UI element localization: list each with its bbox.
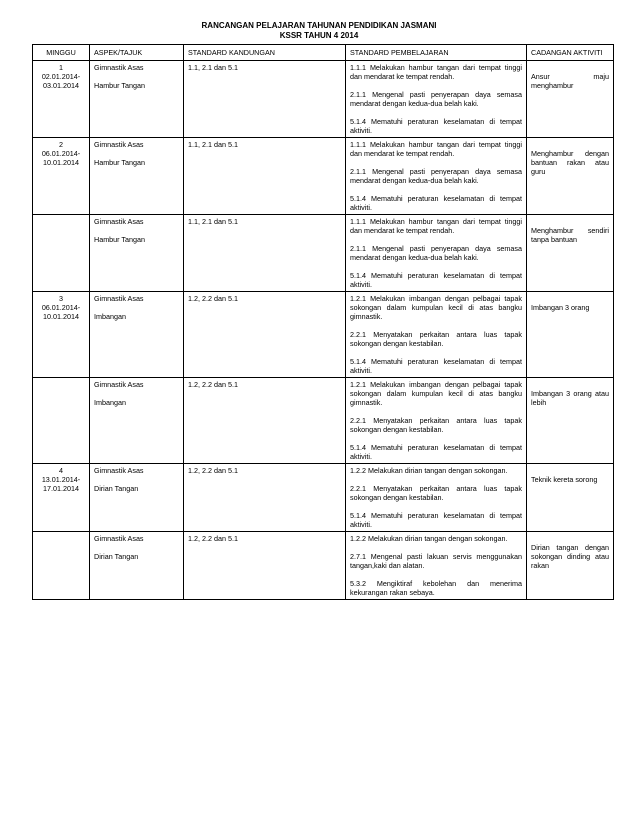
minggu-cell — [33, 532, 90, 600]
header-standard-kandungan: STANDARD KANDUNGAN — [184, 45, 346, 61]
standard-pembelajaran-item: 1.2.2 Melakukan dirian tangan dengan sokongan. — [350, 466, 508, 475]
standard-kandungan-cell: 1.2, 2.2 dan 5.1 — [184, 464, 346, 532]
table-row — [33, 532, 614, 600]
week-number: 1 — [59, 63, 63, 72]
cadangan-aktiviti-cell: Dirian tangan dengan sokongan dinding atau rakan — [527, 532, 614, 600]
standard-pembelajaran-item: 5.1.4 Mematuhi peraturan keselamatan di tempat aktiviti. — [350, 271, 522, 289]
standard-kandungan-cell: 1.2, 2.2 dan 5.1 — [184, 532, 346, 600]
tajuk-text: Imbangan — [94, 312, 126, 321]
standard-pembelajaran-item: 1.2.2 Melakukan dirian tangan dengan sokongan. — [350, 534, 508, 543]
tajuk-text: Dirian Tangan — [94, 552, 139, 561]
table-row — [33, 61, 614, 138]
cadangan-aktiviti-cell: Imbangan 3 orang atau lebih — [527, 378, 614, 464]
header-minggu: MINGGU — [33, 45, 90, 61]
standard-pembelajaran-item: 2.2.1 Menyatakan perkaitan antara luas tapak sokongan dengan kestabilan. — [350, 330, 522, 348]
aspek-tajuk-cell — [90, 464, 184, 532]
week-number: 4 — [59, 466, 63, 475]
standard-pembelajaran-item: 5.1.4 Mematuhi peraturan keselamatan di tempat aktiviti. — [350, 194, 522, 212]
standard-pembelajaran-item: 2.7.1 Mengenal pasti lakuan servis menggunakan tangan,kaki dan alatan. — [350, 552, 522, 570]
aspek-tajuk-cell — [90, 61, 184, 138]
cadangan-aktiviti-cell: Imbangan 3 orang — [527, 292, 614, 378]
week-dates: 02.01.2014- 03.01.2014 — [41, 72, 81, 90]
standard-pembelajaran-item: 2.1.1 Mengenal pasti penyerapan daya semasa mendarat dengan kedua-dua belah kaki. — [350, 244, 522, 262]
standard-pembelajaran-item: 5.1.4 Mematuhi peraturan keselamatan di tempat aktiviti. — [350, 357, 522, 375]
standard-kandungan-cell: 1.1, 2.1 dan 5.1 — [184, 61, 346, 138]
standard-pembelajaran-cell — [346, 292, 527, 378]
header-cadangan-aktiviti: CADANGAN AKTIVITI — [527, 45, 614, 61]
minggu-cell — [33, 292, 90, 378]
standard-pembelajaran-item: 2.1.1 Mengenal pasti penyerapan daya semasa mendarat dengan kedua-dua belah kaki. — [350, 90, 522, 108]
header-row — [33, 45, 614, 61]
standard-pembelajaran-item: 1.1.1 Melakukan hambur tangan dari tempat tinggi dan mendarat ke tempat rendah. — [350, 63, 522, 81]
week-dates: 13.01.2014- 17.01.2014 — [41, 475, 81, 493]
aspek-tajuk-cell — [90, 292, 184, 378]
standard-pembelajaran-cell — [346, 378, 527, 464]
aspek-tajuk-cell — [90, 138, 184, 215]
lesson-plan-table — [32, 44, 614, 600]
aspek-text: Gimnastik Asas — [94, 380, 144, 389]
tajuk-text: Hambur Tangan — [94, 81, 146, 90]
tajuk-text: Imbangan — [94, 398, 126, 407]
aspek-text: Gimnastik Asas — [94, 63, 144, 72]
standard-pembelajaran-item: 2.2.1 Menyatakan perkaitan antara luas tapak sokongan dengan kestabilan. — [350, 416, 522, 434]
cadangan-aktiviti-cell: Ansur maju menghambur — [527, 61, 614, 138]
standard-pembelajaran-item: 1.2.1 Melakukan imbangan dengan pelbagai tapak sokongan dalam kumpulan kecil di atas bangku gimnastik. — [350, 380, 522, 407]
minggu-cell — [33, 215, 90, 292]
tajuk-text: Dirian Tangan — [94, 484, 139, 493]
standard-kandungan-cell: 1.1, 2.1 dan 5.1 — [184, 138, 346, 215]
standard-pembelajaran-item: 1.1.1 Melakukan hambur tangan dari tempat tinggi dan mendarat ke tempat rendah. — [350, 217, 522, 235]
table-row — [33, 138, 614, 215]
standard-pembelajaran-item: 5.1.4 Mematuhi peraturan keselamatan di tempat aktiviti. — [350, 117, 522, 135]
aspek-tajuk-cell — [90, 532, 184, 600]
document-title: RANCANGAN PELAJARAN TAHUNAN PENDIDIKAN JASMANI — [201, 21, 437, 30]
standard-kandungan-cell: 1.1, 2.1 dan 5.1 — [184, 215, 346, 292]
standard-pembelajaran-item: 5.3.2 Mengiktiraf kebolehan dan menerima kekurangan rakan sebaya. — [350, 579, 522, 597]
aspek-tajuk-cell — [90, 215, 184, 292]
aspek-text: Gimnastik Asas — [94, 534, 144, 543]
aspek-text: Gimnastik Asas — [94, 140, 144, 149]
cadangan-aktiviti-cell: Menghambur sendiri tanpa bantuan — [527, 215, 614, 292]
standard-kandungan-cell: 1.2, 2.2 dan 5.1 — [184, 292, 346, 378]
standard-pembelajaran-cell — [346, 215, 527, 292]
standard-pembelajaran-item: 5.1.4 Mematuhi peraturan keselamatan di tempat aktiviti. — [350, 511, 522, 529]
standard-pembelajaran-cell — [346, 464, 527, 532]
table-row — [33, 464, 614, 532]
standard-pembelajaran-item: 1.2.1 Melakukan imbangan dengan pelbagai tapak sokongan dalam kumpulan kecil di atas bangku gimnastik. — [350, 294, 522, 321]
standard-pembelajaran-item: 5.1.4 Mematuhi peraturan keselamatan di tempat aktiviti. — [350, 443, 522, 461]
week-number: 3 — [59, 294, 63, 303]
header-aspek-tajuk: ASPEK/TAJUK — [90, 45, 184, 61]
cadangan-aktiviti-cell: Teknik kereta sorong — [527, 464, 614, 532]
cadangan-aktiviti-cell: Menghambur dengan bantuan rakan atau guru — [527, 138, 614, 215]
standard-kandungan-cell: 1.2, 2.2 dan 5.1 — [184, 378, 346, 464]
table-row — [33, 378, 614, 464]
week-dates: 06.01.2014- 10.01.2014 — [41, 149, 81, 167]
aspek-text: Gimnastik Asas — [94, 294, 144, 303]
table-row — [33, 215, 614, 292]
standard-pembelajaran-item: 1.1.1 Melakukan hambur tangan dari tempat tinggi dan mendarat ke tempat rendah. — [350, 140, 522, 158]
minggu-cell — [33, 464, 90, 532]
week-dates: 06.01.2014- 10.01.2014 — [41, 303, 81, 321]
aspek-tajuk-cell — [90, 378, 184, 464]
standard-pembelajaran-cell — [346, 61, 527, 138]
table-row — [33, 292, 614, 378]
aspek-text: Gimnastik Asas — [94, 466, 144, 475]
document-subtitle: KSSR TAHUN 4 2014 — [279, 31, 359, 40]
minggu-cell — [33, 61, 90, 138]
standard-pembelajaran-cell — [346, 138, 527, 215]
tajuk-text: Hambur Tangan — [94, 158, 146, 167]
header-standard-pembelajaran: STANDARD PEMBELAJARAN — [346, 45, 527, 61]
week-number: 2 — [59, 140, 63, 149]
minggu-cell — [33, 138, 90, 215]
standard-pembelajaran-cell — [346, 532, 527, 600]
standard-pembelajaran-item: 2.2.1 Menyatakan perkaitan antara luas tapak sokongan dengan kestabilan. — [350, 484, 522, 502]
tajuk-text: Hambur Tangan — [94, 235, 146, 244]
standard-pembelajaran-item: 2.1.1 Mengenal pasti penyerapan daya semasa mendarat dengan kedua-dua belah kaki. — [350, 167, 522, 185]
minggu-cell — [33, 378, 90, 464]
aspek-text: Gimnastik Asas — [94, 217, 144, 226]
